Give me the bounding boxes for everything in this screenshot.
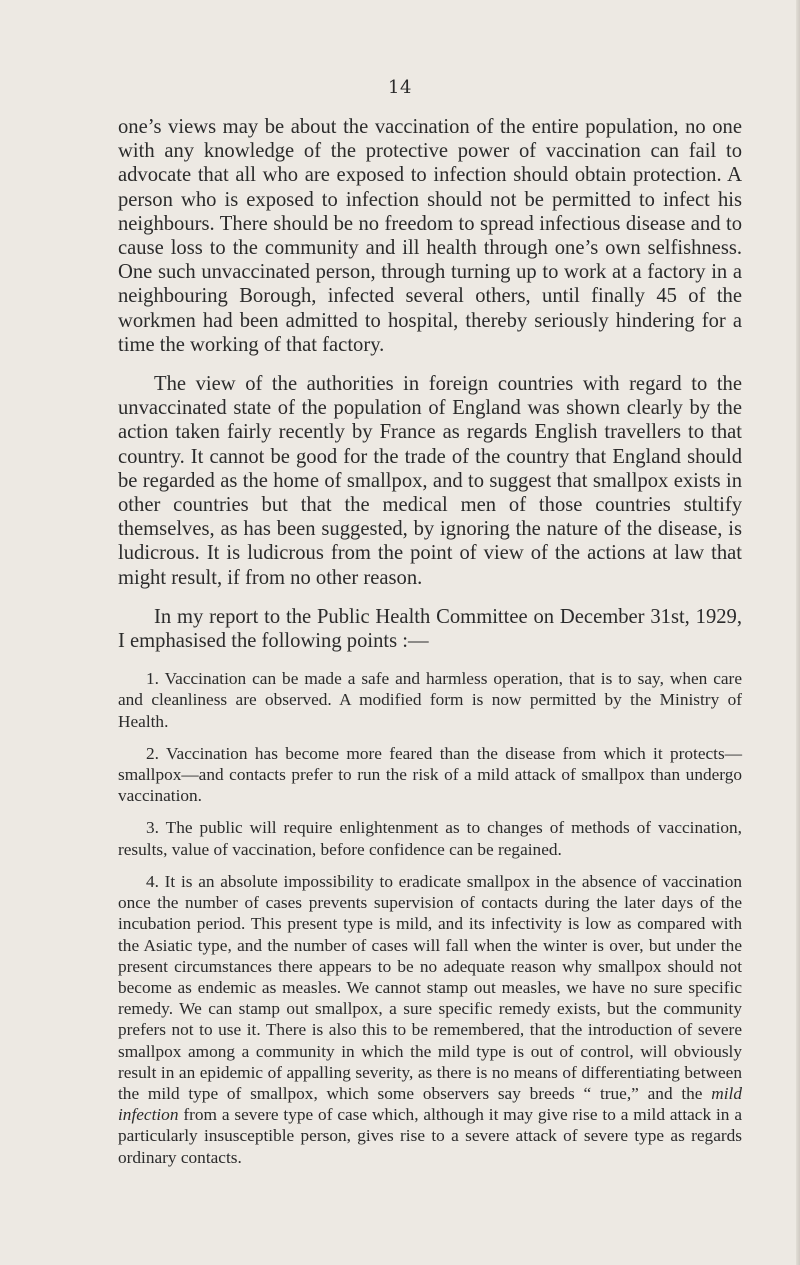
paragraph-report-intro: In my report to the Public Health Committee on December 31st, 1929, I emphasised the following points :—	[118, 605, 742, 653]
point-4-text-after: from a severe type of case which, although it may give rise to a mild attack in a particularly insusceptible person, gives rise to a severe attack of severe type as regards ordinary contacts.	[118, 1105, 742, 1167]
point-3: 3. The public will require enlightenment as to changes of methods of vaccination, results, value of vaccination, before confidence can be regained.	[118, 818, 742, 859]
body-text	[118, 115, 742, 1179]
point-1: 1. Vaccination can be made a safe and harmless operation, that is to say, when care and cleanliness are observed. A modified form is now permitted by the Ministry of Health.	[118, 669, 742, 731]
paragraph-foreign-authorities: The view of the authorities in foreign countries with regard to the unvaccinated state of the population of England was shown clearly by the action taken fairly recently by France as regards English travellers to that country. It cannot be good for the trade of the country that England should be regarded as the home of smallpox, and to suggest that smallpox exists in other countries but that the medical men of those countries stultify themselves, as has been suggested, by ignoring the nature of the disease, is ludicrous. It is ludicrous from the point of view of the actions at law that might result, if from no other reason.	[118, 373, 742, 589]
paragraph-vaccination-views: one’s views may be about the vaccination of the entire population, no one with any knowledge of the protective power of vaccination can fail to advocate that all who are exposed to infection should obtain protection. A person who is exposed to infection should not be permitted to infect his neighbours. There should be no freedom to spread infectious disease and to cause loss to the community and ill health through one’s own selfishness. One such unvaccinated person, through turning up to work at a factory in a neighbouring Borough, infected several others, until finally 45 of the workmen had been admitted to hospital, thereby seriously hindering for a time the working of that factory.	[118, 116, 742, 356]
point-4-emphasis: mild infection	[118, 1083, 742, 1125]
page-edge-shadow	[796, 0, 800, 1265]
page-number: 14	[388, 77, 412, 98]
numbered-points	[118, 668, 742, 1167]
point-2: 2. Vaccination has become more feared than the disease from which it protects—smallpox—and contacts prefer to run the risk of a mild attack of smallpox than undergo vaccination.	[118, 743, 742, 806]
point-4-text-before: 4. It is an absolute impossibility to eradicate smallpox in the absence of vaccination once the number of cases prevents supervision of contacts during the later days of the incubation period. This present type is mild, and its infectivity is low as compared with the Asiatic type, and the number of cases will fall when the winter is over, but under the present circumstances there appears to be no adequate reason why smallpox should not become as endemic as measles. We cannot stamp out measles, we have no sure specific remedy. We can stamp out smallpox, a sure specific remedy exists, but the community prefers not to use it. There is also this to be remembered, that the introduction of severe smallpox among a community in which the mild type is out of control, will obviously result in an epidemic of appalling severity, as there is no means of differentiating between the mild type of smallpox, which some observers say breeds “ true,” and the	[118, 871, 742, 1103]
point-4	[118, 871, 742, 1168]
